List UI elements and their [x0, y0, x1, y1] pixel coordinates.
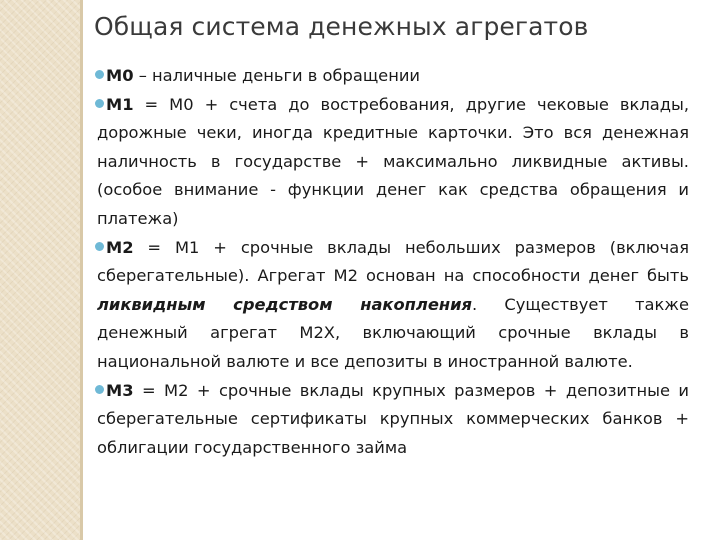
- decorative-side-band: [0, 0, 80, 540]
- aggregate-description: = М1 + срочные вклады небольших размеров (включая сберегательные). Агрегат М2 основан на способности денег быть: [97, 237, 689, 286]
- aggregate-description: = М2 + срочные вклады крупных размеров + депозитные и сберегательные сертификаты крупных коммерческих банков + облигации государственного займа: [97, 380, 689, 457]
- aggregate-description: – наличные деньги в обращении: [133, 66, 421, 85]
- slide-content: [97, 62, 689, 462]
- aggregate-description-continued: . Существует также денежный агрегат М2Х, включающий срочные вклады в национальной валюте и все депозиты в иностранной валюте.: [97, 294, 689, 371]
- aggregate-label: М1: [106, 94, 134, 114]
- list-item-m3: [97, 377, 689, 463]
- side-band-divider: [80, 0, 83, 540]
- aggregate-label: М3: [106, 380, 134, 400]
- emphasized-phrase: ликвидным средством накопления: [97, 294, 472, 314]
- aggregate-label: М0: [106, 66, 134, 85]
- round-bullet-icon: [95, 385, 104, 394]
- round-bullet-icon: [95, 99, 104, 108]
- aggregate-label: М2: [106, 237, 134, 257]
- round-bullet-icon: [95, 70, 104, 79]
- round-bullet-icon: [95, 242, 104, 251]
- list-item-m2: [97, 234, 689, 377]
- slide-title: Общая система денежных агрегатов: [94, 12, 589, 41]
- list-item-m0: [97, 62, 689, 91]
- aggregate-description: = М0 + счета до востребования, другие чековые вклады, дорожные чеки, иногда кредитные карточки. Это вся денежная наличность в государстве + максимально ликвидные активы. (особое внимание - функции денег как средства обращения и платежа): [97, 94, 689, 228]
- list-item-m1: [97, 91, 689, 234]
